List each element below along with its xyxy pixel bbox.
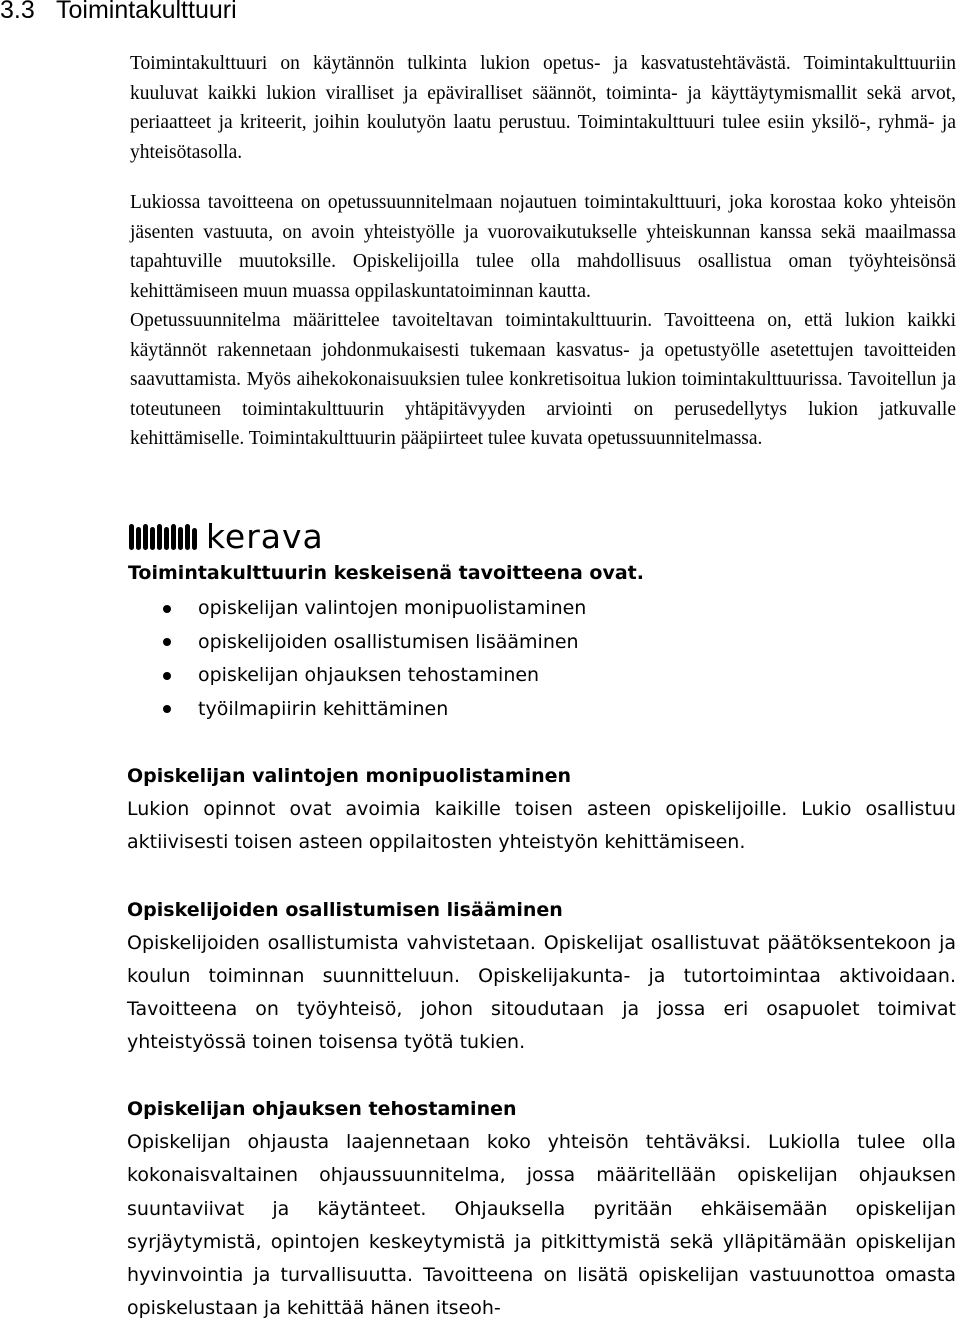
- section-valinnat: [127, 760, 956, 859]
- section-heading: [0, 0, 237, 25]
- intro-block: [130, 49, 956, 167]
- bullet-icon: [163, 705, 171, 713]
- section-title: Toimintakulttuuri: [56, 0, 237, 24]
- bullet-icon: [163, 672, 171, 680]
- list-item: [128, 626, 586, 660]
- list-item-label: opiskelijoiden osallistumisen lisääminen: [198, 630, 579, 653]
- list-item-label: opiskelijan ohjauksen tehostaminen: [198, 664, 540, 686]
- section-text-valinnat: Lukion opinnot ovat avoimia kaikille toisen asteen opiskelijoille. Lukio osallistuu aktiivisesti toisen asteen oppilaitosten yhteistyön kehittämiseen.: [127, 798, 956, 853]
- section-heading-osallistuminen: Opiskelijoiden osallistumisen lisääminen: [127, 899, 563, 921]
- section-ohjaus: [127, 1093, 956, 1326]
- goals-list: [128, 592, 586, 726]
- section-text-osallistuminen: Opiskelijoiden osallistumista vahvistetaan. Opiskelijat osallistuvat päätöksentekoon ja koulun toiminnan suunnitteluun. Opiskelijakunta- ja tutortoimintaa aktivoidaan. Tavoitteena on työyhteisö, johon sitoudutaan ja jossa eri osapuolet toimivat yhteistyössä toinen toisensa työtä tukien.: [127, 932, 956, 1053]
- main-block: [130, 188, 956, 454]
- intro-paragraph: Toimintakulttuuri on käytännön tulkinta lukion opetus- ja kasvatustehtävästä. Toimintakulttuuriin kuuluvat kaikki lukion viralliset ja epäviralliset säännöt, toiminta- ja käyttäytymismallit sekä arvot, periaatteet ja kriteerit, joihin koulutyön laatu perustuu. Toimintakulttuuri tulee esiin yksilö-, ryhmä- ja yhteisötasolla.: [130, 53, 956, 163]
- goals-title: Toimintakulttuurin keskeisenä tavoitteena ovat.: [128, 562, 644, 584]
- list-item: [128, 659, 586, 693]
- list-item-label: opiskelijan valintojen monipuolistaminen: [198, 597, 587, 619]
- main-paragraph-1: Lukiossa tavoitteena on opetussuunnitelmaan nojautuen toimintakulttuuri, joka korostaa koko yhteisön jäsenten vastuuta, on avoin yhteistyölle ja vuorovaikutukselle yhteiskunnan kanssa sekä maailmassa tapahtuville muutoksille. Opiskelijoilla tulee olla mahdollisuus osallistua oman työyhteisönsä kehittämiseen muun muassa oppilaskuntatoiminnan kautta.: [130, 192, 956, 302]
- main-paragraph-2: Opetussuunnitelma määrittelee tavoiteltavan toimintakulttuurin. Tavoitteena on, että lukion kaikki käytännöt rakennetaan johdonmukaisesti tukemaan kasvatus- ja opetustyölle asetettujen tavoitteiden saavuttamista. Myös aihekokonaisuuksien tulee konkretisoitua lukion toimintakulttuurissa. Tavoitellun ja toteutuneen toimintakulttuurin yhtäpitävyyden arviointi on perusedellytys lukion jatkuvalle kehittämiselle. Toimintakulttuurin pääpiirteet tulee kuvata opetussuunnitelmassa.: [130, 310, 956, 449]
- kerava-logo: [128, 517, 324, 556]
- section-heading-valinnat: Opiskelijan valintojen monipuolistaminen: [127, 765, 572, 787]
- bullet-icon: [163, 638, 171, 646]
- section-osallistuminen: [127, 894, 956, 1059]
- kerava-wave-icon: [128, 522, 200, 552]
- bullet-icon: [163, 605, 171, 613]
- list-item: [128, 693, 586, 727]
- list-item: [128, 592, 586, 626]
- section-number: 3.3: [0, 0, 35, 24]
- section-text-ohjaus: Opiskelijan ohjausta laajennetaan koko yhteisön tehtäväksi. Lukiolla tulee olla kokonaisvaltainen ohjaussuunnitelma, jossa määritellään opiskelijan ohjauksen suuntaviivat ja käytänteet. Ohjauksella pyritään ehkäisemään opiskelijan syrjäytymistä, opintojen keskeytymistä ja pitkittymistä sekä ylläpitämään opiskelijan hyvinvointia ja turvallisuutta. Tavoitteena on lisätä opiskelijan vastuunottoa omasta opiskelustaan ja kehittää hänen itseoh-: [127, 1131, 956, 1320]
- section-heading-ohjaus: Opiskelijan ohjauksen tehostaminen: [127, 1098, 517, 1120]
- kerava-logo-word: kerava: [206, 517, 324, 556]
- list-item-label: työilmapiirin kehittäminen: [198, 697, 449, 720]
